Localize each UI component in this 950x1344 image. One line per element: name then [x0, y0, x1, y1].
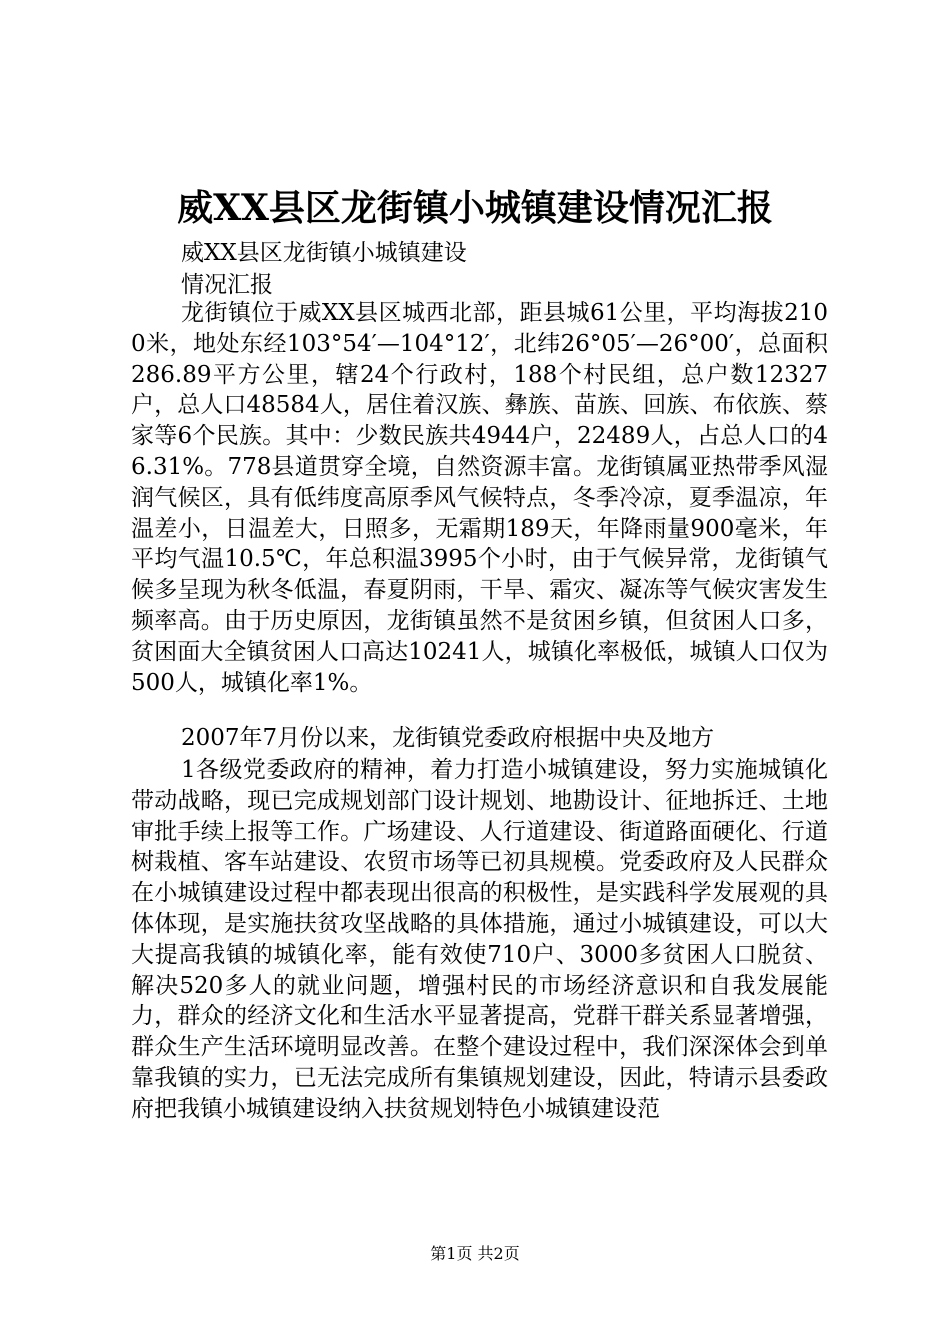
subtitle-line-1: 威XX县区龙街镇小城镇建设	[181, 240, 467, 266]
body-paragraph-3: 1各级党委政府的精神，着力打造小城镇建设，努力实施城镇化带动战略，现已完成规划部门设计规划、地勘设计、征地拆迁、土地审批手续上报等工作。广场建设、人行道建设、街道路面硬化、行道树栽植、客车站建设、农贸市场等已初具规模。党委政府及人民群众在小城镇建设过程中都表现出很高的积极性，是实践科学发展观的具体体现，是实施扶贫攻坚战略的具体措施，通过小城镇建设，可以大大提高我镇的城镇化率，能有效使710户、3000多贫困人口脱贫、解决520多人的就业问题，增强村民的市场经济意识和自我发展能力，群众的经济文化和生活水平显著提高，党群干群关系显著增强，群众生产生活环境明显改善。在整个建设过程中，我们深深体会到单靠我镇的实力，已无法完成所有集镇规划建设，因此，特请示县委政府把我镇小城镇建设纳入扶贫规划特色小城镇建设范	[131, 757, 828, 1122]
body-paragraph-2: 2007年7月份以来，龙街镇党委政府根据中央及地方	[181, 725, 715, 751]
page-footer: 第1页 共2页	[430, 1244, 520, 1263]
document-title: 威XX县区龙街镇小城镇建设情况汇报	[177, 187, 773, 229]
body-paragraph-1: 龙街镇位于威XX县区城西北部，距县城61公里，平均海拔2100米，地处东经103°54′—104°12′，北纬26°05′—26°00′，总面积286.89平方公里，辖24个行政村，188个村民组，总户数12327户，总人口48584人，居住着汉族、彝族、苗族、回族、布依族、蔡家等6个民族。其中：少数民族共4944户，22489人，占总人口的46.31%。778县道贯穿全境，自然资源丰富。龙街镇属亚热带季风湿润气候区，具有低纬度高原季风气候特点，冬季冷凉，夏季温凉，年温差小，日温差大，日照多，无霜期189天，年降雨量900毫米，年平均气温10.5℃，年总积温3995个小时，由于气候异常，龙街镇气候多呈现为秋冬低温，春夏阴雨，干旱、霜灾、凝冻等气候灾害发生频率高。由于历史原因，龙街镇虽然不是贫困乡镇，但贫困人口多，贫困面大全镇贫困人口高达10241人，城镇化率极低，城镇人口仅为500人，城镇化率1%。	[131, 300, 828, 696]
subtitle-line-2: 情况汇报	[181, 272, 273, 298]
